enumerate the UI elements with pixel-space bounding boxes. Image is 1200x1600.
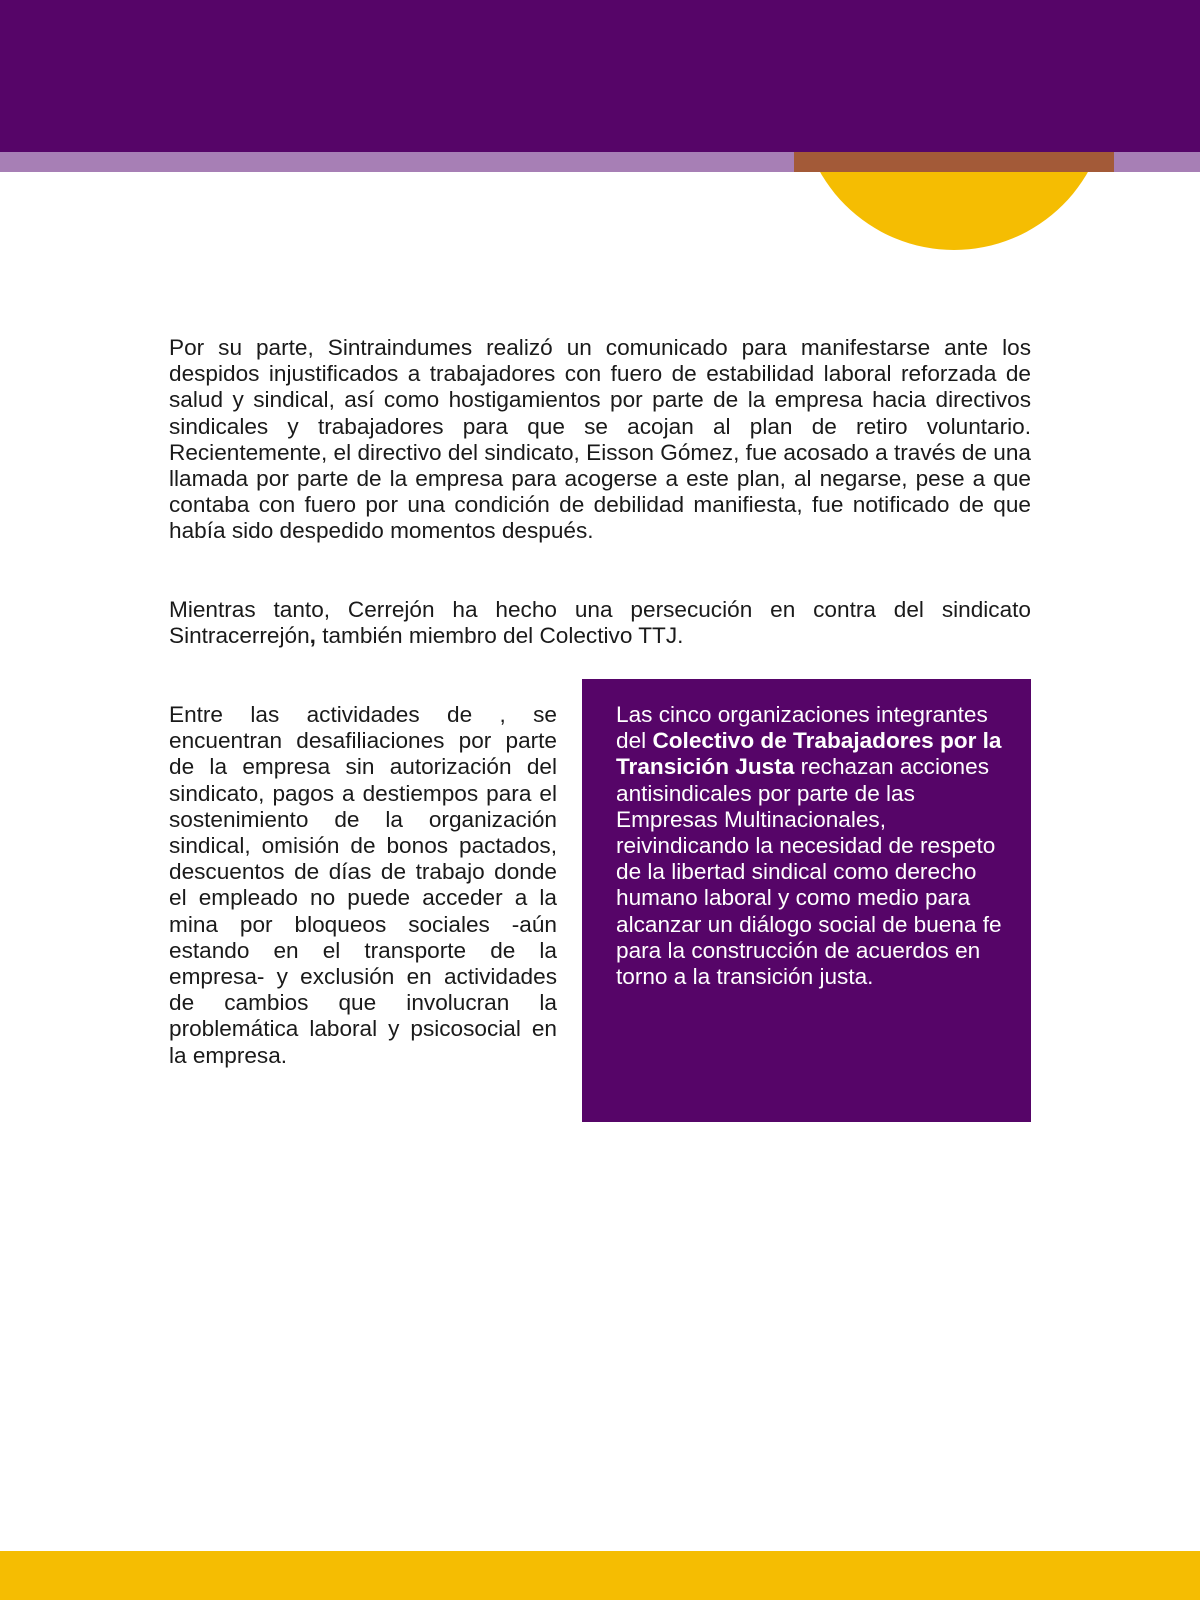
callout-text [616, 702, 1011, 990]
footer-band [0, 1551, 1200, 1600]
callout-bold-org-name: Colectivo de Trabajadores por la Transición Justa [616, 728, 1002, 780]
header-band [0, 0, 1200, 152]
callout-text-before: Las cinco organizaciones integrantes del [616, 702, 988, 754]
paragraph-cerrejon-part1: Mientras tanto, Cerrejón ha hecho una persecución en contra del sindicato Sintracerrejón [169, 597, 1031, 649]
paragraph-cerrejon-comma: , [309, 623, 316, 649]
paragraph-cerrejon [169, 597, 1031, 649]
callout-text-after: rechazan acciones antisindicales por parte de las Empresas Multinacionales, reivindicando la necesidad de respeto de la libertad sindical como derecho humano laboral y como medio para alcanzar un diálogo social de buena fe para la construcción de acuerdos en torno a la transición justa. [616, 754, 1002, 990]
paragraph-sintraindumes: Por su parte, Sintraindumes realizó un comunicado para manifestarse ante los despidos injustificados a trabajadores con fuero de estabilidad laboral reforzada de salud y sindical, así como hostigamientos por parte de la empresa hacia directivos sindicales y trabajadores para que se acojan al plan de retiro voluntario. Recientemente, el directivo del sindicato, Eisson Gómez, fue acosado a través de una llamada por parte de la empresa para acogerse a este plan, al negarse, pese a que contaba con fuero por una condición de debilidad manifiesta, fue notificado de que había sido despedido momentos después. [169, 335, 1031, 544]
circle-stripe-overlap [794, 152, 1114, 172]
paragraph-cerrejon-part2: también miembro del Colectivo TTJ. [315, 623, 684, 649]
paragraph-activities: Entre las actividades de , se encuentran desafiliaciones por parte de la empresa sin autorización del sindicato, pagos a destiempos para el sostenimiento de la organización sindical, omisión de bonos pactados, descuentos de días de trabajo donde el empleado no puede acceder a la mina por bloqueos sociales -aún estando en el transporte de la empresa- y exclusión en actividades de cambios que involucran la problemática laboral y psicosocial en la empresa. [169, 702, 557, 1068]
callout-box [582, 679, 1031, 1122]
